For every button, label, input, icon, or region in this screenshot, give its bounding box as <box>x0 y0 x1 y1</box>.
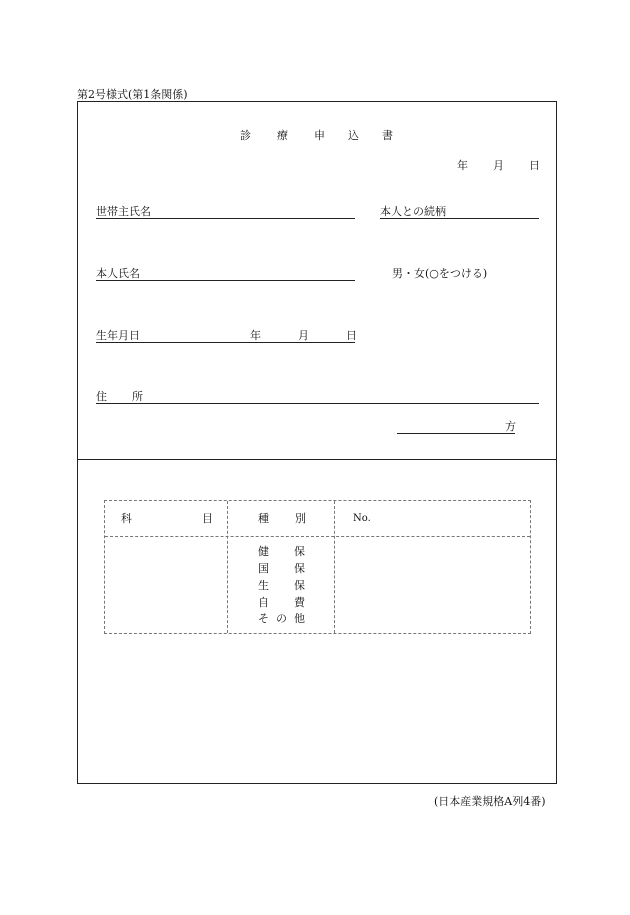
relationship-underline <box>380 218 539 219</box>
table-column-divider-2 <box>334 501 335 633</box>
birth-date-label: 生年月日 <box>96 329 140 342</box>
birth-year-label: 年 <box>250 329 261 342</box>
title-char-1: 診 <box>240 129 251 142</box>
address-label-char-2: 所 <box>132 390 143 403</box>
section-divider <box>78 459 556 460</box>
head-of-household-label: 世帯主氏名 <box>96 205 151 218</box>
subject-header-char-2: 目 <box>202 512 213 525</box>
patient-name-underline <box>96 280 355 281</box>
title-char-5: 書 <box>382 129 393 142</box>
category-national-insurance-char-1: 国 <box>258 562 269 575</box>
date-year: 年 <box>457 159 468 172</box>
category-welfare-char-2: 保 <box>294 579 305 592</box>
category-self-pay-char-1: 自 <box>258 596 269 609</box>
birth-month-label: 月 <box>298 329 309 342</box>
subject-header-char-1: 科 <box>121 512 132 525</box>
date-month: 月 <box>493 159 504 172</box>
date-day: 日 <box>529 159 540 172</box>
paper-size-note: (日本産業規格A列4番) <box>434 795 546 808</box>
category-health-insurance-char-1: 健 <box>258 545 269 558</box>
address-label-char-1: 住 <box>96 390 107 403</box>
category-health-insurance-char-2: 保 <box>294 545 305 558</box>
patient-name-label: 本人氏名 <box>96 267 140 280</box>
category-other-char-1: そ <box>258 612 269 625</box>
birth-date-underline <box>96 342 355 343</box>
relationship-label: 本人との続柄 <box>380 205 446 218</box>
head-of-household-underline <box>96 218 355 219</box>
sex-selector[interactable]: 男・女(○をつける) <box>392 267 488 280</box>
medical-table <box>104 500 531 634</box>
form-number-label: 第2号様式(第1条関係) <box>77 88 188 101</box>
category-other-char-3: 他 <box>294 612 305 625</box>
care-of-suffix: 方 <box>505 420 516 433</box>
category-self-pay-char-2: 費 <box>294 596 305 609</box>
table-column-divider-1 <box>227 501 228 633</box>
table-header-divider <box>105 536 530 537</box>
category-welfare-char-1: 生 <box>258 579 269 592</box>
category-header-char-2: 別 <box>295 512 306 525</box>
care-of-underline <box>397 433 515 434</box>
application-form <box>77 101 557 784</box>
number-header: No. <box>353 513 371 524</box>
category-header-char-1: 種 <box>258 512 269 525</box>
category-national-insurance-char-2: 保 <box>294 562 305 575</box>
title-char-3: 申 <box>314 129 325 142</box>
title-char-2: 療 <box>277 129 288 142</box>
title-char-4: 込 <box>348 129 359 142</box>
birth-day-label: 日 <box>346 329 357 342</box>
address-underline <box>96 403 539 404</box>
category-other-char-2: の <box>276 612 287 625</box>
